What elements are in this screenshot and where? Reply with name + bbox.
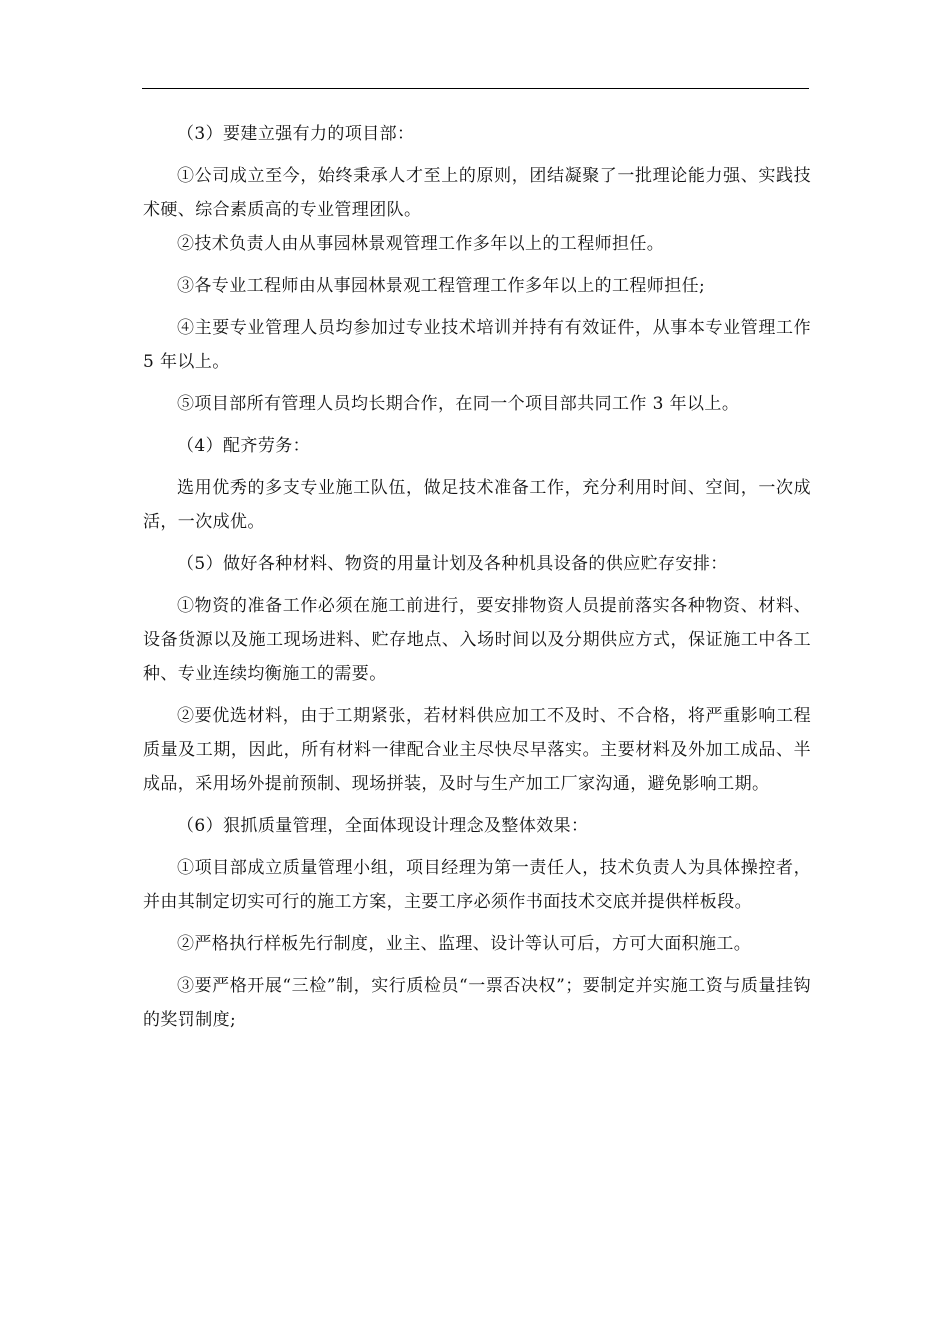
paragraph-3-2: ②技术负责人由从事园林景观管理工作多年以上的工程师担任。 xyxy=(177,234,665,254)
paragraph-3-3: ③各专业工程师由从事园林景观工程管理工作多年以上的工程师担任; xyxy=(177,276,706,296)
heading-5: （5）做好各种材料、物资的用量计划及各种机具设备的供应贮存安排： xyxy=(177,554,728,574)
paragraph-6-2: ②严格执行样板先行制度，业主、监理、设计等认可后，方可大面积施工。 xyxy=(177,934,752,954)
paragraph-6-1: ①项目部成立质量管理小组，项目经理为第一责任人，技术负责人为具体操控者，并由其制定切实可行的施工方案，主要工序必须作书面技术交底并提供样板段。 xyxy=(143,858,811,912)
heading-3: （3）要建立强有力的项目部： xyxy=(177,124,415,144)
paragraph-3-1: ①公司成立至今，始终秉承人才至上的原则，团结凝聚了一批理论能力强、实践技术硬、综合素质高的专业管理团队。 xyxy=(143,166,811,220)
body-text xyxy=(143,117,811,1037)
paragraph-4-1: 选用优秀的多支专业施工队伍，做足技术准备工作，充分利用时间、空间，一次成活，一次成优。 xyxy=(143,478,811,532)
header-rule xyxy=(142,88,809,89)
paragraph-6-3: ③要严格开展“三检”制，实行质检员“一票否决权”；要制定并实施工资与质量挂钩的奖罚制度; xyxy=(143,976,811,1030)
paragraph-3-4: ④主要专业管理人员均参加过专业技术培训并持有有效证件，从事本专业管理工作 5 年以上。 xyxy=(143,318,811,372)
paragraph-5-1: ①物资的准备工作必须在施工前进行，要安排物资人员提前落实各种物资、材料、设备货源以及施工现场进料、贮存地点、入场时间以及分期供应方式，保证施工中各工种、专业连续均衡施工的需要。 xyxy=(143,596,811,684)
heading-6: （6）狠抓质量管理，全面体现设计理念及整体效果： xyxy=(177,816,589,836)
paragraph-5-2: ②要优选材料，由于工期紧张，若材料供应加工不及时、不合格，将严重影响工程质量及工期，因此，所有材料一律配合业主尽快尽早落实。主要材料及外加工成品、半成品，采用场外提前预制、现场拼装，及时与生产加工厂家沟通，避免影响工期。 xyxy=(143,706,811,794)
paragraph-3-5: ⑤项目部所有管理人员均长期合作，在同一个项目部共同工作 3 年以上。 xyxy=(177,394,740,414)
heading-4: （4）配齐劳务： xyxy=(177,436,311,456)
